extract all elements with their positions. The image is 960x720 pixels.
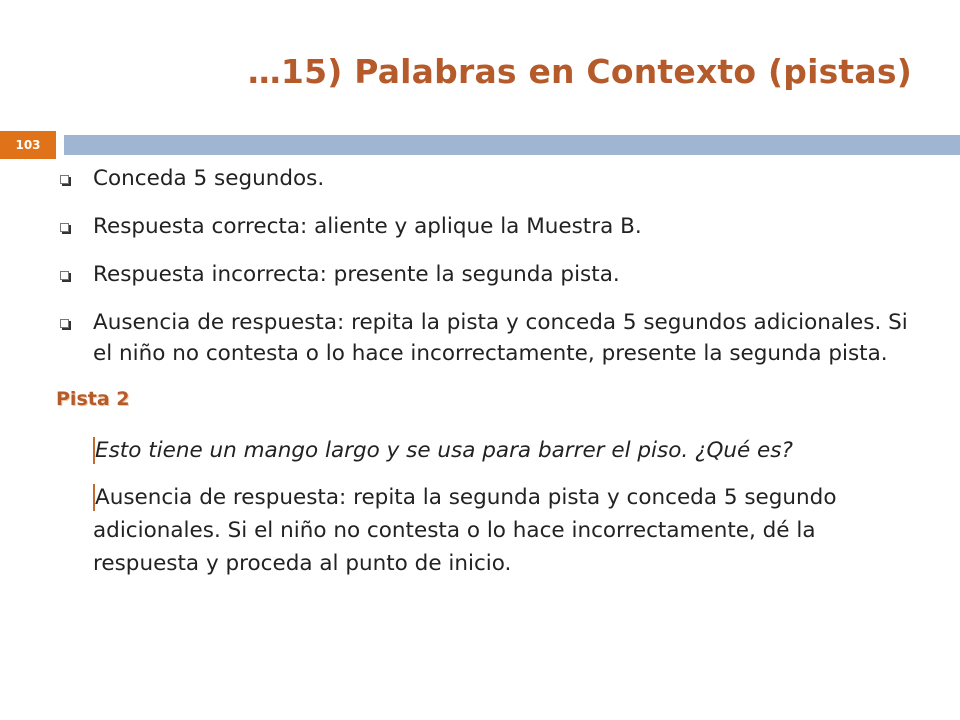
square-bullet-icon bbox=[60, 319, 69, 328]
slide-content bbox=[56, 163, 916, 594]
bullet-text: Ausencia de respuesta: repita la pista y conceda 5 segundos adicionales. Si el niño no contesta o lo hace incorrectamente, presente la segunda pista. bbox=[93, 310, 908, 366]
pista2-instruction-text: Ausencia de respuesta: repita la segunda pista y conceda 5 segundo adicionales. Si el niño no contesta o lo hace incorrectamente, dé la respuesta y proceda al punto de inicio. bbox=[93, 485, 837, 576]
bullet-text: Respuesta incorrecta: presente la segunda pista. bbox=[93, 262, 620, 287]
bullet-item bbox=[56, 211, 916, 242]
pista2-item bbox=[56, 481, 916, 580]
bullet-item bbox=[56, 163, 916, 194]
slide-title: …15) Palabras en Contexto (pistas) bbox=[247, 52, 912, 91]
square-bullet-icon bbox=[60, 271, 69, 280]
bullet-item bbox=[56, 307, 916, 369]
bullet-item bbox=[56, 259, 916, 290]
pista2-item bbox=[56, 434, 916, 467]
pista2-question-text: Esto tiene un mango largo y se usa para barrer el piso. ¿Qué es? bbox=[95, 438, 793, 463]
slide-number-badge: 103 bbox=[0, 131, 56, 159]
square-bullet-icon bbox=[60, 175, 69, 184]
bullet-text: Conceda 5 segundos. bbox=[93, 166, 325, 191]
section-heading-pista-2: Pista 2 bbox=[56, 388, 130, 410]
square-bullet-icon bbox=[60, 223, 69, 232]
header-bar bbox=[64, 135, 960, 155]
bullet-text: Respuesta correcta: aliente y aplique la Muestra B. bbox=[93, 214, 642, 239]
